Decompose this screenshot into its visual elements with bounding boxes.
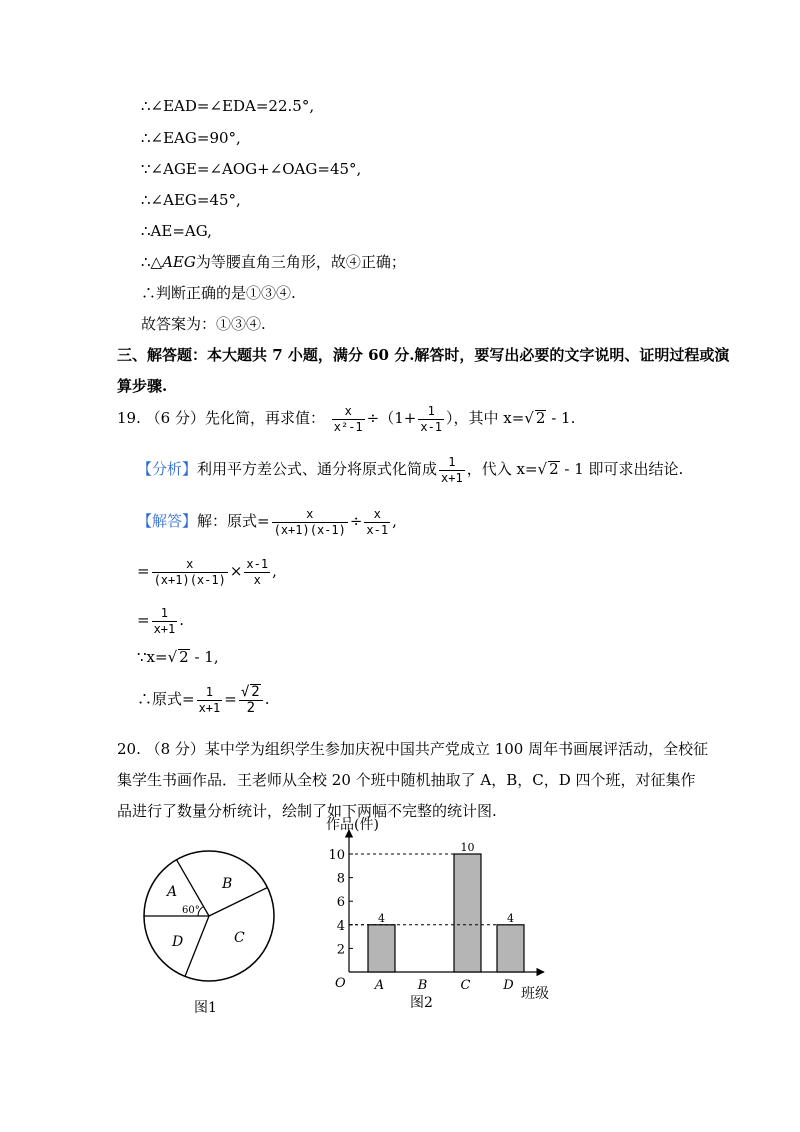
analysis-text-2: ，代入 x= [466, 460, 538, 478]
analysis-f-num: 1 [448, 454, 456, 469]
bar-C [454, 854, 481, 972]
proof-line-6-text: 为等腰直角三角形，故④正确； [195, 253, 406, 271]
analysis: 【分析】利用平方差公式、通分将原式化简成 $\frac{1}{x+1}$ ，代入 x=√ 2 - 1 即可求出结论. [137, 454, 684, 485]
s5-f1-den: x+1 [198, 700, 221, 715]
origin-label: O [335, 976, 346, 991]
y-tick-label-3: 8 [336, 871, 345, 887]
final-answer: 故答案为：①③④. [141, 315, 266, 333]
solution-line-1 [137, 504, 397, 538]
pie-label-b: B [222, 876, 233, 892]
pie-label-d: D [172, 934, 184, 950]
category-label-A: A [374, 978, 385, 993]
q19-number: 19. [117, 409, 141, 427]
y-tick-label-2: 6 [336, 895, 345, 911]
s5-f1-num: 1 [205, 684, 214, 699]
s5-f2-den: 2 [239, 700, 263, 716]
proof-line-5: ∴AE=AG, [141, 222, 212, 240]
s2-f1-den: (x+1)(x-1) [153, 572, 226, 587]
chart-marks [328, 841, 524, 993]
s3-den: x+1 [153, 621, 176, 636]
s1-div: ÷ [349, 512, 363, 530]
s1-f1-num: x [306, 506, 314, 521]
s4-end: - 1, [189, 648, 219, 666]
angle-label: 60° [182, 905, 200, 916]
figure-2-bar-chart [300, 812, 570, 1022]
s2-mul: × [229, 562, 243, 580]
analysis-tag: 【分析】 [137, 460, 198, 478]
figure-2-caption: 图2 [410, 995, 433, 1011]
s4-pre: ∵x= [137, 648, 168, 666]
x-axis-label: 班级 [521, 986, 549, 1002]
s4-sqrt: 2 [179, 648, 189, 666]
y-tick-label-0: 2 [336, 942, 345, 958]
section-heading-line-1: 三、解答题：本大题共 7 小题，满分 60 分.解答时，要写出必要的文字说明、证明过程或演 [117, 346, 730, 364]
s1-f1-den: (x+1)(x-1) [273, 522, 346, 537]
proof-line-3: ∵∠AGE=∠AOG+∠OAG=45°, [141, 160, 362, 178]
pie-label-c: C [234, 930, 245, 946]
y-tick-label-1: 4 [336, 918, 345, 934]
pie-label-a: A [167, 884, 178, 900]
proof-line-4: ∴∠AEG=45°, [141, 191, 241, 209]
solution-s5-fraction-1 [197, 685, 223, 716]
q20-line-3: 品进行了数量分析统计，绘制了如下两幅不完整的统计图. [117, 802, 497, 820]
s2-end: , [272, 562, 277, 580]
solution-line-3 [137, 603, 184, 637]
analysis-sqrt: 2 [549, 460, 559, 478]
section-heading-line-2: 算步骤. [117, 377, 168, 395]
proof-line-6-prefix: ∴△ [141, 253, 163, 271]
y-tick-label-4: 10 [328, 848, 345, 863]
proof-line-6-triangle: AEG [162, 253, 196, 271]
s5-end: . [264, 690, 270, 708]
s2-f2-num: x-1 [246, 556, 269, 571]
s5-f2-sqrt: 2 [251, 684, 260, 700]
s1-end: , [392, 512, 397, 530]
proof-line-7: ∴判断正确的是①③④. [141, 284, 296, 302]
solution-line-4: ∵x=√ 2 - 1, [137, 648, 219, 666]
q19-f2-den: x-1 [420, 419, 443, 434]
proof-line-2: ∴∠EAG=90°, [141, 129, 241, 147]
category-label-C: C [460, 978, 471, 993]
solution-line-2 [137, 554, 277, 588]
q19-fraction-2 [418, 404, 444, 435]
q19-sqrt: 2 [535, 409, 546, 427]
q19-f1-num: x [344, 403, 352, 418]
q19-score: （6 分）先化简，再求值： [145, 409, 325, 427]
pie-divider-c-d [185, 916, 209, 976]
solution-s3-fraction [152, 606, 178, 637]
y-axis-label: 作品(件) [326, 817, 379, 833]
s2-f1-num: x [186, 556, 194, 571]
analysis-f-den: x+1 [441, 470, 463, 485]
analysis-fraction [439, 455, 465, 486]
solution-line-5 [137, 680, 270, 718]
category-label-B: B [417, 978, 428, 993]
s1-f2-den: x-1 [366, 522, 389, 537]
solution-s2-fraction-1 [152, 557, 228, 588]
s1-f2-num: x [373, 506, 381, 521]
q20-line-2: 集学生书画作品．王老师从全校 20 个班中随机抽取了 A，B，C，D 四个班，对征集作 [117, 771, 696, 789]
solution-s2-fraction-2 [244, 557, 270, 588]
s3-num: 1 [160, 605, 169, 620]
q19-f2-num: 1 [427, 403, 435, 418]
solution-s1-fraction-2 [364, 507, 390, 538]
proof-line-1: ∴∠EAD=∠EDA=22.5°, [141, 97, 315, 115]
solution-s1-pre: 解：原式= [197, 512, 270, 530]
figure-1-caption: 图1 [194, 1000, 217, 1016]
s3-pre: = [137, 611, 150, 629]
solution-tag: 【解答】 [137, 512, 198, 530]
q19-minus: - 1. [546, 409, 576, 427]
question-19: 19. （6 分）先化简，再求值： $\frac{x}{\text{x²-1}}$ ÷（1+ $\frac{1}{x-1}$ ），其中 x=√ 2 - 1. [117, 403, 576, 434]
figure-1-pie-chart [130, 840, 300, 1020]
pie-divider-b-c [209, 888, 268, 917]
q19-f1-den: x²-1 [333, 419, 363, 434]
proof-line-6 [141, 252, 406, 272]
q19-fraction-1 [332, 404, 365, 435]
s5-eq: = [224, 690, 237, 708]
s2-f2-den: x [244, 572, 270, 588]
analysis-text-1: 利用平方差公式、通分将原式化简成 [197, 460, 438, 478]
analysis-text-3: - 1 即可求出结论. [559, 460, 684, 478]
s3-end: . [179, 611, 185, 629]
bar-A [368, 925, 395, 972]
data-label-A: 4 [378, 911, 385, 925]
q19-div: ÷（1+ [366, 409, 417, 427]
q20-line-1: 20. （8 分）某中学为组织学生参加庆祝中国共产党成立 100 周年书画展评活动，全校征 [117, 740, 709, 758]
s5-pre: ∴原式= [137, 690, 195, 708]
category-label-D: D [503, 978, 514, 993]
data-label-D: 4 [507, 911, 514, 925]
q19-rest: ），其中 x= [446, 409, 525, 427]
data-label-C: 10 [460, 841, 475, 854]
solution-s1-fraction-1 [272, 507, 348, 538]
s5-f2-num: √ 2 [240, 684, 260, 700]
solution-s5-fraction-2 [239, 684, 263, 716]
s2-pre: = [137, 562, 150, 580]
bar-D [497, 925, 524, 972]
